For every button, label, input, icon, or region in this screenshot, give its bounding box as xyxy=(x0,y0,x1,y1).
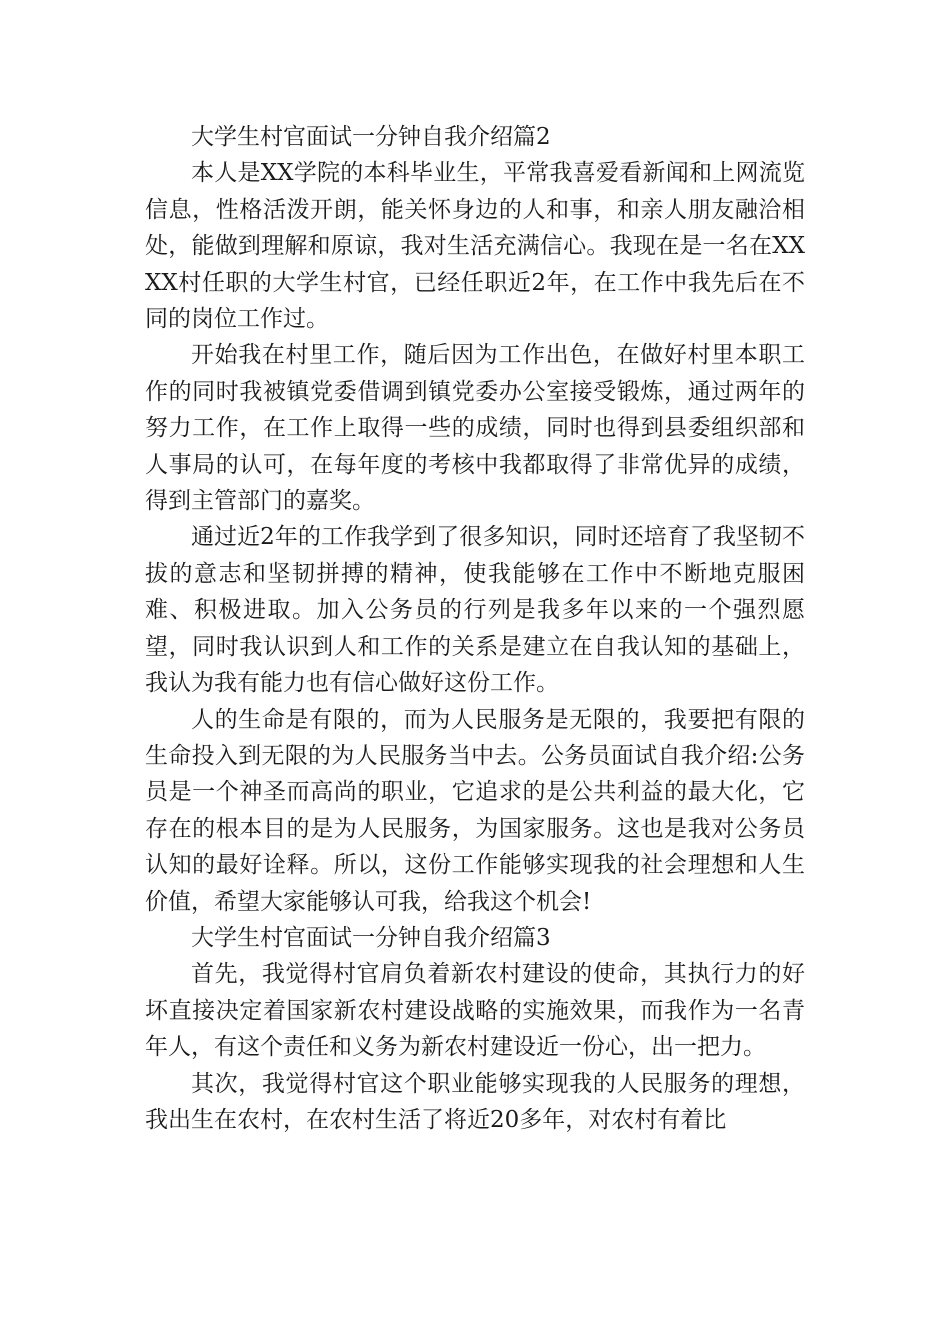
paragraph-self-intro: 本人是XX学院的本科毕业生，平常我喜爱看新闻和上网流览信息，性格活泼开朗，能关怀身边的人和事，和亲人朋友融洽相处，能做到理解和原谅，我对生活充满信心。我现在是一名在XXXX村任职的大学生村官，已经任职近2年，在工作中我先后在不同的岗位工作过。 xyxy=(145,160,805,333)
paragraph-work-history: 开始我在村里工作，随后因为工作出色，在做好村里本职工作的同时我被镇党委借调到镇党委办公室接受锻炼，通过两年的努力工作，在工作上取得一些的成绩，同时也得到县委组织部和人事局的认可，在每年度的考核中我都取得了非常优异的成绩，得到主管部门的嘉奖。 xyxy=(145,342,805,515)
paragraph-first-reason: 首先，我觉得村官肩负着新农村建设的使命，其执行力的好坏直接决定着国家新农村建设战略的实施效果，而我作为一名青年人，有这个责任和义务为新农村建设近一份心，出一把力。 xyxy=(145,961,805,1061)
paragraph-second-reason: 其次，我觉得村官这个职业能够实现我的人民服务的理想，我出生在农村，在农村生活了将近20多年，对农村有着比 xyxy=(145,1070,805,1133)
section-heading-3: 大学生村官面试一分钟自我介绍篇3 xyxy=(191,924,551,951)
paragraph-learning: 通过近2年的工作我学到了很多知识，同时还培育了我坚韧不拔的意志和坚韧拼搏的精神，使我能够在工作中不断地克服困难、积极进取。加入公务员的行列是我多年以来的一个强烈愿望，同时我认识到人和工作的关系是建立在自我认知的基础上，我认为我有能力也有信心做好这份工作。 xyxy=(145,524,805,697)
section-heading-2: 大学生村官面试一分钟自我介绍篇2 xyxy=(191,124,551,150)
document-body xyxy=(145,119,805,1138)
paragraph-public-service: 人的生命是有限的，而为人民服务是无限的，我要把有限的生命投入到无限的为人民服务当中去。公务员面试自我介绍:公务员是一个神圣而高尚的职业，它追求的是公共利益的最大化，它存在的根本目的是为人民服务，为国家服务。这也是我对公务员认知的最好诠释。所以，这份工作能够实现我的社会理想和人生价值，希望大家能够认可我，给我这个机会! xyxy=(145,706,805,915)
